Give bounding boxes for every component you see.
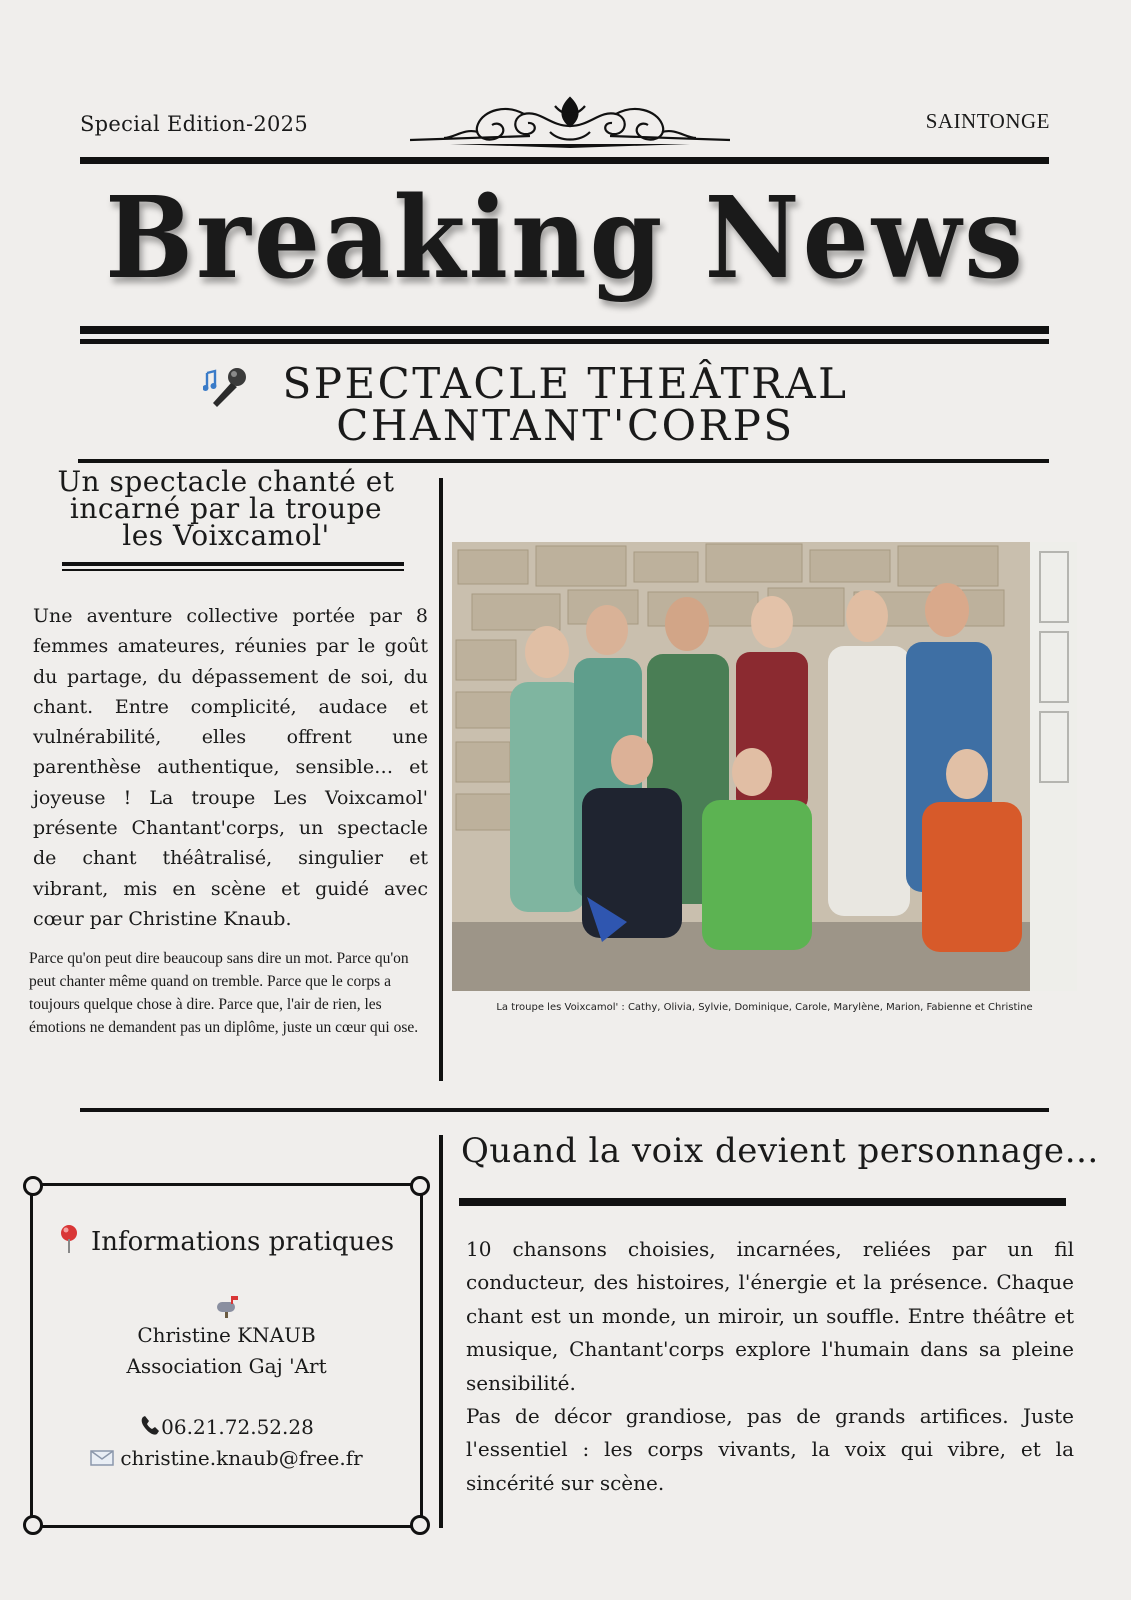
section2-body [466,1233,1074,1500]
subtitle-line1: Un spectacle chanté et [57,465,395,498]
subtitle-rule-upper [62,562,404,566]
masthead-title: Breaking News [105,171,1026,304]
contact-association: Association Gaj 'Art [126,1354,327,1378]
contact-phone-row [30,1412,423,1443]
info-box-corner [410,1176,430,1196]
top-rule [80,157,1049,164]
section2-rule [459,1198,1066,1206]
contact-email-row [30,1443,423,1474]
phone-icon [139,1415,161,1437]
headline-line2: CHANTANT'CORPS [336,401,795,450]
info-box-corner [23,1176,43,1196]
subtitle-line3: les Voixcamol' [122,519,330,552]
section2-paragraph2: Pas de décor grandiose, pas de grands artifices. Juste l'essentiel : les corps vivants, la voix qui vibre, et la sincérité sur scène. [466,1404,1074,1495]
contact-phone[interactable]: 06.21.72.52.28 [161,1415,314,1439]
contact-name: Christine KNAUB [137,1323,316,1347]
region-label: SAINTONGE [925,109,1050,133]
ornament-flourish-icon [410,92,730,152]
info-box-corner [410,1515,430,1535]
info-title-text: Informations pratiques [90,1227,395,1257]
info-box-corner [23,1515,43,1535]
column-divider-upper [439,478,443,1081]
section2-title: Quand la voix devient personnage… [461,1131,1099,1171]
intro-paragraph: Une aventure collective portée par 8 femmes amateures, réunies par le goût du partage, du dépassement de soi, du chant. Entre complicité, audace et vulnérabilité, elles offrent une parenthèse authentique, sensible… et joyeuse ! La troupe Les Voixcamol' présente Chantant'corps, un spectacle de chant théâtralisé, singulier et vibrant, mis en scène et guidé avec cœur par Christine Knaub. [33,605,428,930]
masthead-rule-upper [80,326,1049,334]
edition-label: Special Edition-2025 [80,112,308,136]
poem-paragraph: Parce qu'on peut dire beaucoup sans dire un mot. Parce qu'on peut chanter même quand on tremble. Parce que le corps a toujours quelque chose à dire. Parce que, l'air de rien, les émotions ne demandent pas un diplôme, juste un cœur qui ose. [29,950,419,1036]
column-divider-lower [439,1135,443,1528]
envelope-icon [90,1450,114,1466]
subtitle-rule-lower [62,569,404,571]
troupe-photo [452,542,1077,991]
headline [0,359,1131,450]
left-subtitle [36,465,416,552]
photo-caption: La troupe les Voixcamol' : Cathy, Olivia, Sylvie, Dominique, Carole, Marylène, Marion, Fabienne et Christine [496,1002,1033,1013]
headline-rule [78,459,1049,463]
headline-line1: SPECTACLE THEÂTRAL [282,359,849,408]
section-rule [80,1108,1049,1112]
info-body [30,1296,423,1474]
masthead-rule-lower [80,339,1049,344]
subtitle-line2: incarné par la troupe [69,492,383,525]
location-pin-icon [59,1224,79,1254]
info-title [30,1224,423,1257]
contact-email[interactable]: christine.knaub@free.fr [120,1446,363,1470]
section2-paragraph1: 10 chansons choisies, incarnées, reliées par un fil conducteur, des histoires, l'énergie et la présence. Chaque chant est un monde, un miroir, un souffle. Entre théâtre et musique, Chantant'corps explore l'humain dans sa pleine sensibilité. [466,1237,1074,1395]
mailbox-icon [215,1296,239,1318]
